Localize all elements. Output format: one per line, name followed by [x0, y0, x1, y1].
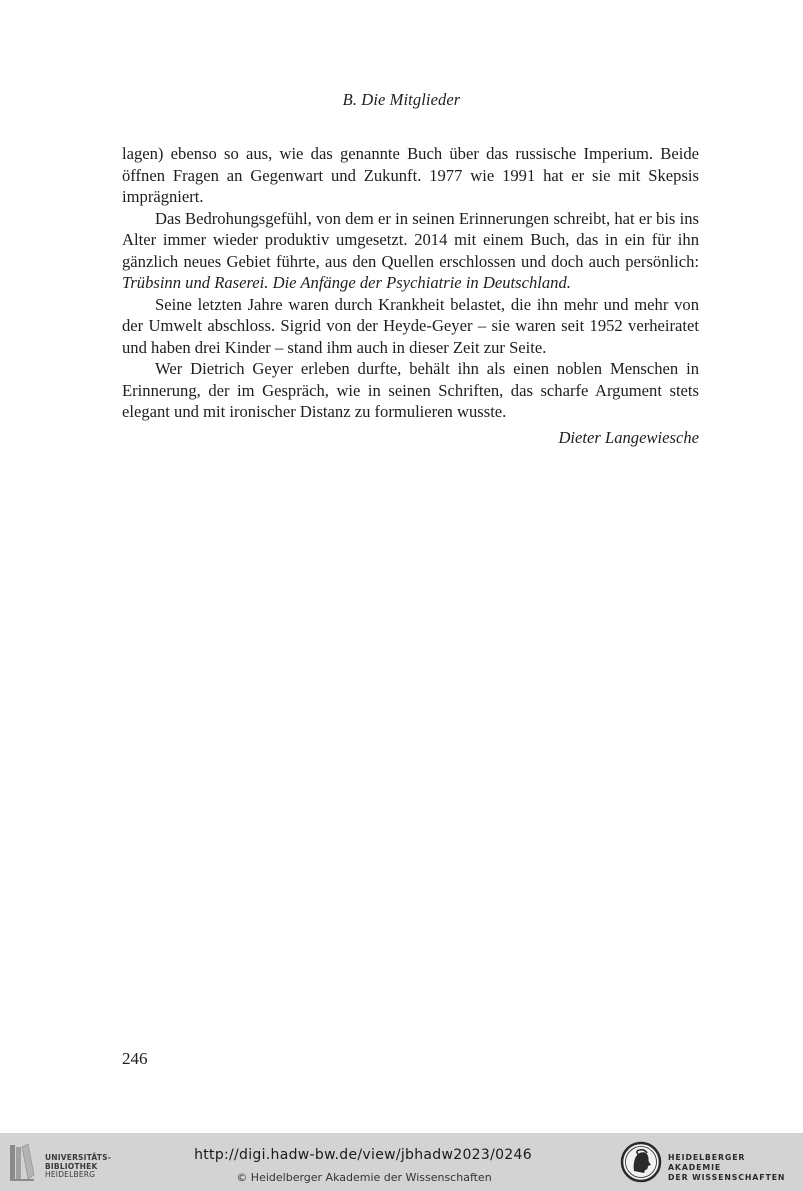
academy-logo-text: [668, 1153, 800, 1183]
paragraph: lagen) ebenso so aus, wie das genannte Buch über das russische Imperium. Beide öffnen Fragen an Gegenwart und Zukunft. 1977 wie 1991 hat er sie mit Skepsis imprägniert.: [122, 144, 699, 206]
library-logo-line: BIBLIOTHEK: [45, 1161, 98, 1171]
page-number: 246: [122, 1049, 148, 1068]
document-url-link[interactable]: http://digi.hadw-bw.de/view/jbhadw2023/0246: [194, 1147, 532, 1163]
footer-bar: [0, 1133, 803, 1191]
paragraph: Wer Dietrich Geyer erleben durfte, behält ihn als einen noblen Menschen in Erinnerung, der im Gespräch, wie in seinen Schriften, das scharfe Argument stets elegant und mit ironischer Distanz zu formulieren wusste.: [122, 359, 699, 421]
author-signature: Dieter Langewiesche: [558, 428, 699, 447]
copyright-notice: © Heidelberger Akademie der Wissenschaften: [236, 1171, 492, 1184]
paragraph: [122, 208, 699, 294]
running-head: B. Die Mitglieder: [342, 90, 461, 109]
academy-logo-line: DER WISSENSCHAFTEN: [668, 1173, 786, 1182]
academy-logo-line: HEIDELBERGER AKADEMIE: [668, 1153, 746, 1172]
body-text: [122, 143, 699, 423]
academy-logo[interactable]: [620, 1140, 800, 1184]
head-profile-seal-icon: [620, 1140, 664, 1184]
paragraph: Seine letzten Jahre waren durch Krankheit belastet, die ihn mehr und mehr von der Umwelt abschloss. Sigrid von der Heyde-Geyer – sie waren seit 1952 verheiratet und haben drei Kinder – stand ihm auch in dieser Zeit zur Seite.: [122, 294, 699, 357]
paragraph-text: Das Bedrohungsgefühl, von dem er in seinen Erinnerungen schreibt, hat er bis ins Alter immer wieder produktiv umgesetzt. 2014 mit einem Buch, das in ein für ihn gänzlich neues Gebiet führte, aus den Quellen erschlossen und doch auch persönlich:: [122, 208, 699, 271]
library-logo-line: HEIDELBERG: [45, 1170, 96, 1180]
book-title: Trübsinn und Raserei. Die Anfänge der Psychiatrie in Deutschland.: [122, 273, 571, 292]
library-logo-line: UNIVERSITÄTS-: [45, 1153, 112, 1162]
